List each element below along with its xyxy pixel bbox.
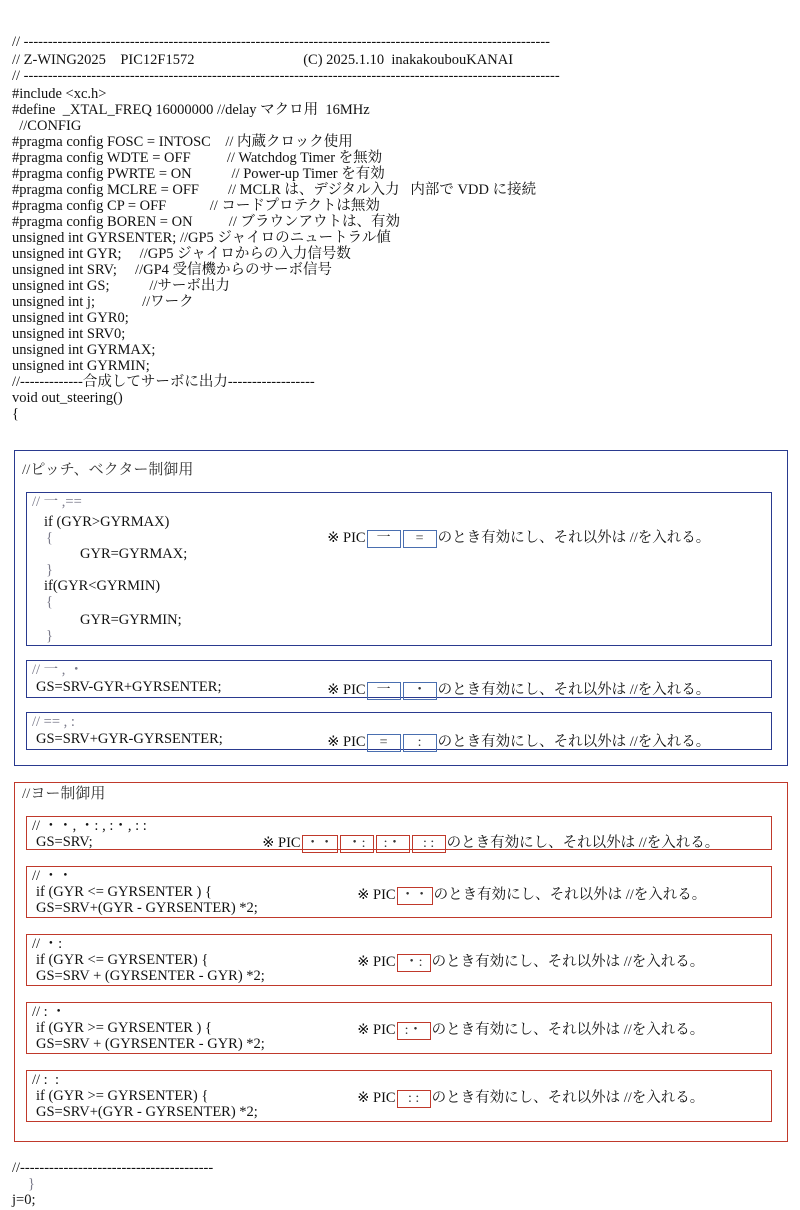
note-suffix: のとき有効にし、それ以外は //を入れる。 [446,835,720,851]
code-line: #pragma config CP = OFF // コードプロテクトは無効 [12,198,380,214]
pic-chip: 一 [367,530,401,548]
note-prefix: ※ PIC [262,835,301,851]
yaw-box-5-code: GS=SRV+(GYR - GYRSENTER) *2; [36,1104,258,1120]
code-line: unsigned int GYRSENTER; //GP5 ジャイロのニュートラル値 [12,230,391,246]
pitch-box-1-line: GYR=GYRMAX; [80,546,188,562]
code-line: unsigned int SRV; //GP4 受信機からのサーボ信号 [12,262,333,278]
note-suffix: のとき有効にし、それ以外は //を入れる。 [437,734,711,750]
code-line: unsigned int GYRMIN; [12,358,150,374]
pitch-box-3-comment: // == , : [32,714,75,730]
code-line: //-------------合成してサーボに出力------------------ [12,374,315,390]
yaw-box-4-if: if (GYR >= GYRSENTER ) { [36,1020,212,1036]
pitch-section-title: //ピッチ、ベクター制御用 [22,462,194,478]
pitch-box-1-comment: // 一 ,== [32,494,82,510]
note-suffix: のとき有効にし、それ以外は //を入れる。 [437,682,711,698]
pitch-box-1-line: } [46,562,53,578]
note-prefix: ※ PIC [327,530,366,546]
pitch-box-1-line: { [46,594,53,610]
pic-chip: ・: [397,954,431,972]
code-line: unsigned int j; //ワーク [12,294,194,310]
pic-chip: : : [397,1090,431,1108]
pic-chip: ・: [340,835,374,853]
note-prefix: ※ PIC [327,734,366,750]
yaw-box-1-note [255,816,719,853]
yaw-box-2-comment: // ・・ [32,868,73,884]
note-suffix: のとき有効にし、それ以外は //を入れる。 [431,1090,705,1106]
pic-chip: :・ [397,1022,431,1040]
note-prefix: ※ PIC [357,1022,396,1038]
yaw-box-3-comment: // ・: [32,936,63,952]
pitch-box-1-line: GYR=GYRMIN; [80,612,182,628]
code-line: #include <xc.h> [12,86,107,102]
header-rule-top: // ------------------------------------------------------------------------------------------------------------- [12,34,551,50]
header-title-line: // Z-WING2025 PIC12F1572 (C) 2025.1.10 inakakoubouKANAI [12,52,514,68]
code-line: #pragma config WDTE = OFF // Watchdog Timer を無効 [12,150,383,166]
code-line: { [12,406,19,422]
pic-chip: ・・ [397,887,433,905]
pic-chip: : : [412,835,446,853]
note-prefix: ※ PIC [357,1090,396,1106]
code-line: unsigned int GYR0; [12,310,129,326]
yaw-box-3-note [350,935,704,972]
pic-chip: ・ [403,682,437,700]
note-prefix: ※ PIC [327,682,366,698]
note-suffix: のとき有効にし、それ以外は //を入れる。 [433,887,707,903]
pitch-box-1-line: if(GYR<GYRMIN) [44,578,161,594]
footer-rule: //---------------------------------------- [12,1160,214,1176]
note-prefix: ※ PIC [357,887,396,903]
pic-chip: = [403,530,437,548]
yaw-box-4-code: GS=SRV + (GYRSENTER - GYR) *2; [36,1036,265,1052]
note-prefix: ※ PIC [357,954,396,970]
pitch-box-2-code: GS=SRV-GYR+GYRSENTER; [36,679,222,695]
code-line: void out_steering() [12,390,123,406]
yaw-box-1-comment: // ・・, ・: , :・, : : [32,818,147,834]
pitch-box-3-note [320,715,710,752]
code-line: #pragma config PWRTE = ON // Power-up Timer を有効 [12,166,385,182]
yaw-box-5-note [350,1071,704,1108]
yaw-box-4-comment: // : ・ [32,1004,66,1020]
yaw-box-1-code: GS=SRV; [36,834,93,850]
pitch-box-2-comment: // 一 , ・ [32,662,84,678]
yaw-box-2-code: GS=SRV+(GYR - GYRSENTER) *2; [36,900,258,916]
yaw-box-4-note [350,1003,704,1040]
yaw-box-2-if: if (GYR <= GYRSENTER ) { [36,884,212,900]
pic-chip: ・・ [302,835,338,853]
pic-chip: : [403,734,437,752]
yaw-box-2-note [350,868,706,905]
header-rule-bottom: // --------------------------------------------------------------------------------------------------------------- [12,68,560,84]
yaw-box-5-comment: // : : [32,1072,59,1088]
code-line: unsigned int GYR; //GP5 ジャイロからの入力信号数 [12,246,351,262]
pic-chip: :・ [376,835,410,853]
footer-last-line: j=0; [12,1192,36,1208]
note-suffix: のとき有効にし、それ以外は //を入れる。 [437,530,711,546]
pitch-box-1-line: } [46,628,53,644]
pic-chip: = [367,734,401,752]
footer-brace: } [28,1176,35,1192]
pitch-box-2-note [320,663,710,700]
pitch-box-1-line: if (GYR>GYRMAX) [44,514,170,530]
yaw-box-3-if: if (GYR <= GYRSENTER) { [36,952,209,968]
note-suffix: のとき有効にし、それ以外は //を入れる。 [431,1022,705,1038]
pitch-box-1-note [320,511,710,548]
code-line: //CONFIG [12,118,82,134]
yaw-box-3-code: GS=SRV + (GYRSENTER - GYR) *2; [36,968,265,984]
code-line: unsigned int SRV0; [12,326,126,342]
yaw-section-title: //ヨー制御用 [22,786,106,802]
note-suffix: のとき有効にし、それ以外は //を入れる。 [431,954,705,970]
pitch-box-1-line: { [46,530,53,546]
pitch-box-3-code: GS=SRV+GYR-GYRSENTER; [36,731,223,747]
yaw-box-5-if: if (GYR >= GYRSENTER) { [36,1088,209,1104]
code-line: #pragma config FOSC = INTOSC // 内蔵クロック使用 [12,134,353,150]
code-line: #pragma config MCLRE = OFF // MCLR は、デジタル入力 内部で VDD に接続 [12,182,537,198]
code-line: unsigned int GYRMAX; [12,342,156,358]
code-line: unsigned int GS; //サーボ出力 [12,278,230,294]
pic-chip: 一 [367,682,401,700]
code-line: #define _XTAL_FREQ 16000000 //delay マクロ用 16MHz [12,102,370,118]
code-line: #pragma config BOREN = ON // ブラウンアウトは、有効 [12,214,400,230]
